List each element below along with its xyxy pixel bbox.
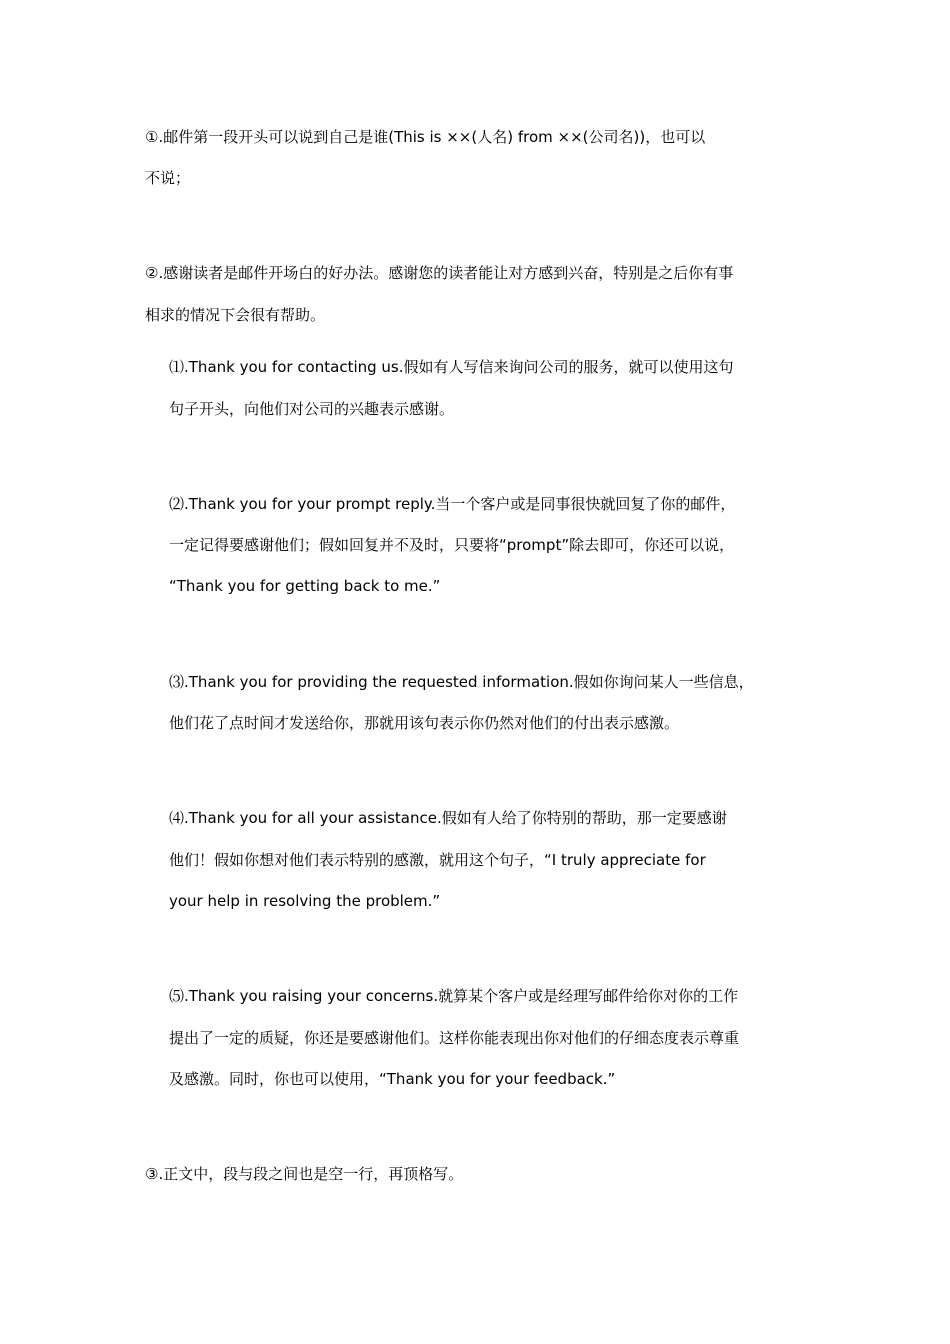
item5-line2: 提出了一定的质疑，你还是要感谢他们。这样你能表现出你对他们的仔细态度表示尊重 bbox=[169, 1029, 740, 1047]
item1-line2: 句子开头，向他们对公司的兴趣表示感谢。 bbox=[169, 400, 455, 418]
item5-line1: ⑸.Thank you raising your concerns.就算某个客户或是经理写邮件给你对你的工作 bbox=[169, 987, 739, 1005]
item3-line2: 他们花了点时间才发送给你，那就用该句表示你仍然对他们的付出表示感激。 bbox=[169, 714, 680, 732]
point1-line1: ①.邮件第一段开头可以说到自己是谁(This is ××(人名) from ××(公司名))，也可以 bbox=[145, 128, 706, 146]
item5-line3: 及感激。同时，你也可以使用，“Thank you for your feedback.” bbox=[169, 1070, 616, 1088]
point2-line2: 相求的情况下会很有帮助。 bbox=[145, 306, 326, 324]
item2-line3: “Thank you for getting back to me.” bbox=[169, 577, 441, 595]
item4-line2: 他们！假如你想对他们表示特别的感激，就用这个句子，“I truly appreciate for bbox=[169, 851, 706, 869]
point3-line1: ③.正文中，段与段之间也是空一行，再顶格写。 bbox=[145, 1165, 464, 1183]
item4-line3: your help in resolving the problem.” bbox=[169, 892, 441, 910]
item1-line1: ⑴.Thank you for contacting us.假如有人写信来询问公司的服务，就可以使用这句 bbox=[169, 358, 734, 376]
item2-line2: 一定记得要感谢他们；假如回复并不及时，只要将“prompt”除去即可，你还可以说， bbox=[169, 536, 735, 554]
item2-line1: ⑵.Thank you for your prompt reply.当一个客户或是同事很快就回复了你的邮件， bbox=[169, 495, 736, 513]
point1-line2: 不说； bbox=[145, 169, 191, 187]
point2-line1: ②.感谢读者是邮件开场白的好办法。感谢您的读者能让对方感到兴奋，特别是之后你有事 bbox=[145, 264, 734, 282]
item4-line1: ⑷.Thank you for all your assistance.假如有人给了你特别的帮助，那一定要感谢 bbox=[169, 809, 727, 827]
item3-line1: ⑶.Thank you for providing the requested information.假如你询问某人一些信息， bbox=[169, 673, 754, 691]
